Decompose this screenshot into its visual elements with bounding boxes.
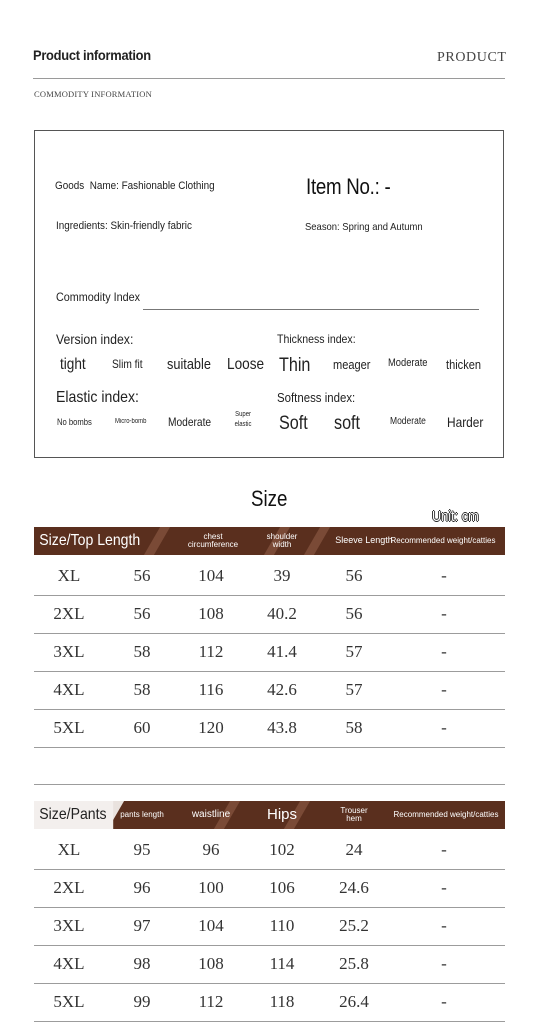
version-option: Loose [227, 356, 265, 373]
name-value: Fashionable Clothing [121, 180, 215, 192]
ingredients-label: Ingredients: [56, 220, 108, 232]
cell-weight: - [441, 992, 447, 1011]
cell-weight: - [441, 718, 447, 737]
cell-waist: 96 [202, 840, 220, 859]
table-row [34, 869, 505, 908]
table-row [34, 557, 505, 596]
cell-chest: 108 [198, 604, 224, 623]
cell-hips: 110 [269, 916, 295, 935]
cell-size: 4XL [53, 680, 85, 699]
season-value: Spring and Autumn [342, 221, 423, 233]
table-row [34, 945, 505, 984]
thickness-option: meager [333, 357, 371, 372]
softness-option: Soft [279, 413, 308, 434]
elastic-option: Micro-bomb [115, 418, 147, 425]
page-title: Product information [33, 47, 151, 63]
cell-waist: 104 [198, 916, 224, 935]
cell-pants-length: 95 [133, 840, 151, 859]
cell-chest: 120 [198, 718, 224, 737]
thickness-option: Moderate [388, 357, 428, 369]
goods-label: Goods [55, 180, 85, 192]
pants-header-length: pants length [120, 809, 164, 819]
ingredients-value: Skin-friendly fabric [110, 220, 192, 232]
pants-header-hem: Trouser hem [340, 805, 368, 823]
season-label: Season: [305, 221, 340, 233]
elastic-option: No bombs [57, 417, 92, 427]
elastic-index-label: Elastic index: [56, 389, 139, 406]
cell-pants-length: 97 [133, 916, 151, 935]
cell-size: 5XL [53, 718, 85, 737]
cell-size: XL [57, 840, 81, 859]
cell-sleeve: 56 [345, 604, 363, 623]
cell-top-length: 56 [133, 604, 151, 623]
cell-hem: 24.6 [339, 878, 369, 897]
cell-weight: - [441, 916, 447, 935]
size-title: Size [251, 486, 288, 511]
cell-waist: 112 [198, 992, 224, 1011]
cell-sleeve: 58 [345, 718, 363, 737]
commodity-index-line [143, 309, 479, 310]
cell-sleeve: 57 [345, 642, 363, 661]
cell-size: 3XL [53, 916, 85, 935]
table-row [34, 831, 505, 870]
cell-waist: 100 [198, 878, 224, 897]
cell-weight: - [441, 878, 447, 897]
commodity-index-label: Commodity Index [56, 290, 141, 304]
table-row [34, 633, 505, 672]
cell-hem: 25.8 [339, 954, 369, 973]
cell-shoulder: 41.4 [267, 642, 297, 661]
cell-hem: 26.4 [339, 992, 369, 1011]
cell-hips: 106 [269, 878, 295, 897]
cell-sleeve: 57 [345, 680, 363, 699]
pants-header-size: Size/Pants [34, 801, 113, 829]
cell-size: 2XL [53, 878, 85, 897]
header-divider [33, 78, 505, 79]
section-divider [34, 784, 505, 785]
thickness-index-label: Thickness index: [277, 332, 356, 346]
page-subtitle: COMMODITY INFORMATION [34, 89, 152, 99]
cell-shoulder: 40.2 [267, 604, 297, 623]
cell-weight: - [441, 604, 447, 623]
cell-size: 2XL [53, 604, 85, 623]
item-number: Item No.: - [306, 174, 391, 199]
cell-pants-length: 96 [133, 878, 151, 897]
cell-hips: 118 [269, 992, 295, 1011]
pants-header-waist: waistline [191, 808, 231, 820]
cell-top-length: 58 [133, 642, 151, 661]
cell-hem: 24 [345, 840, 363, 859]
cell-chest: 104 [198, 566, 224, 585]
table-row [34, 671, 505, 710]
version-option: Slim fit [112, 357, 143, 371]
table-row [34, 595, 505, 634]
softness-option: soft [334, 413, 361, 434]
cell-hips: 114 [269, 954, 295, 973]
elastic-option: Super elastic [234, 411, 252, 428]
ingredients-line [56, 220, 192, 232]
softness-option: Moderate [390, 416, 426, 427]
season-line [305, 221, 423, 233]
cell-weight: - [441, 954, 447, 973]
elastic-option: Moderate [168, 415, 212, 429]
cell-shoulder: 39 [273, 566, 291, 585]
cell-top-length: 56 [133, 566, 151, 585]
goods-name-line [55, 180, 215, 192]
unit-label: Unit: cm [432, 508, 479, 525]
pants-header-hips: Hips [266, 806, 297, 824]
pants-table-header [34, 801, 505, 829]
cell-weight: - [441, 642, 447, 661]
top-header-size: Size/Top Length [39, 531, 141, 549]
top-header-weight: Recommended weight/catties [390, 535, 496, 545]
top-header-shoulder: shoulder width [266, 531, 298, 549]
top-header-sleeve: Sleeve Length [335, 535, 393, 546]
cell-size: XL [57, 566, 81, 585]
cell-hips: 102 [269, 840, 295, 859]
table-row [34, 709, 505, 748]
cell-chest: 112 [198, 642, 224, 661]
cell-top-length: 58 [133, 680, 151, 699]
pants-header-weight: Recommended weight/catties [393, 809, 499, 819]
softness-option: Harder [447, 414, 484, 430]
version-option: tight [60, 356, 86, 373]
cell-shoulder: 42.6 [267, 680, 297, 699]
cell-size: 4XL [53, 954, 85, 973]
cell-size: 3XL [53, 642, 85, 661]
thickness-option: thicken [446, 357, 482, 372]
cell-weight: - [441, 840, 447, 859]
top-table-header [34, 527, 505, 555]
cell-sleeve: 56 [345, 566, 363, 585]
cell-waist: 108 [198, 954, 224, 973]
version-option: suitable [167, 356, 211, 373]
cell-shoulder: 43.8 [267, 718, 297, 737]
cell-pants-length: 99 [133, 992, 151, 1011]
table-row [34, 983, 505, 1022]
cell-chest: 116 [198, 680, 224, 699]
cell-weight: - [441, 680, 447, 699]
page-title-right: PRODUCT [437, 50, 507, 65]
version-index-label: Version index: [56, 331, 134, 347]
thickness-option: Thin [279, 355, 311, 376]
table-row [34, 907, 505, 946]
cell-weight: - [441, 566, 447, 585]
cell-top-length: 60 [133, 718, 151, 737]
softness-index-label: Softness index: [277, 390, 356, 405]
top-header-chest: chest circumference [187, 531, 239, 549]
cell-pants-length: 98 [133, 954, 151, 973]
cell-hem: 25.2 [339, 916, 369, 935]
name-label: Name: [89, 180, 119, 192]
cell-size: 5XL [53, 992, 85, 1011]
